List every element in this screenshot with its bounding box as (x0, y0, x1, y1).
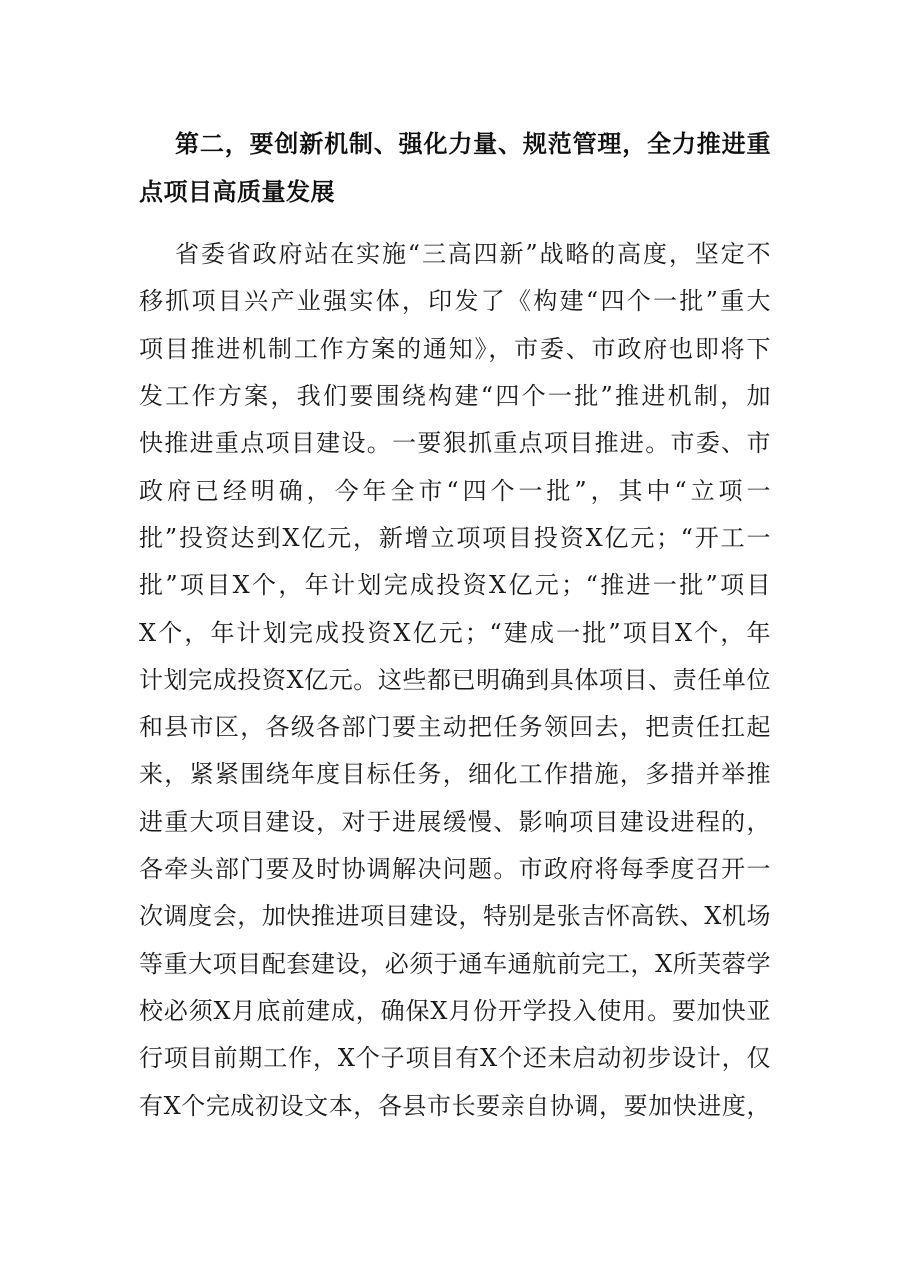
text-line: 和县市区，各级各部门要主动把任务领回去，把责任扛起 (139, 713, 771, 741)
heading-line: 第二，要创新机制、强化力量、规范管理，全力推进重 (175, 130, 771, 158)
text-line: 省委省政府站在实施“三高四新”战略的高度，坚定不 (175, 240, 771, 268)
text-line: 校必须X月底前建成，确保X月份开学投入使用。要加快亚 (139, 997, 771, 1025)
text-line: 次调度会，加快推进项目建设，特别是张吉怀高铁、X机场 (139, 902, 771, 930)
text-line: 有X个完成初设文本，各县市长要亲自协调，要加快进度， (139, 1092, 771, 1120)
text-line: 批”项目X个，年计划完成投资X亿元；“推进一批”项目 (139, 571, 771, 599)
text-line: 行项目前期工作，X个子项目有X个还未启动初步设计，仅 (139, 1044, 771, 1072)
text-line: X个，年计划完成投资X亿元；“建成一批”项目X个，年 (139, 619, 771, 647)
text-line: 政府已经明确，今年全市“四个一批”，其中“立项一 (139, 477, 771, 505)
text-line: 发工作方案，我们要围绕构建“四个一批”推进机制，加 (139, 382, 771, 410)
text-line: 计划完成投资X亿元。这些都已明确到具体项目、责任单位 (139, 666, 771, 694)
text-line: 批”投资达到X亿元，新增立项项目投资X亿元；“开工一 (139, 524, 771, 552)
text-line: 快推进重点项目建设。一要狠抓重点项目推进。市委、市 (139, 429, 771, 457)
text-line: 移抓项目兴产业强实体，印发了《构建“四个一批”重大 (139, 287, 771, 315)
text-line: 项目推进机制工作方案的通知》，市委、市政府也即将下 (139, 335, 771, 363)
heading-line: 点项目高质量发展 (139, 178, 335, 206)
text-line: 各牵头部门要及时协调解决问题。市政府将每季度召开一 (139, 855, 771, 883)
text-line: 等重大项目配套建设，必须于通车通航前完工，X所芙蓉学 (139, 950, 771, 978)
text-line: 来，紧紧围绕年度目标任务，细化工作措施，多措并举推 (139, 760, 771, 788)
text-line: 进重大项目建设，对于进展缓慢、影响项目建设进程的， (139, 808, 771, 836)
